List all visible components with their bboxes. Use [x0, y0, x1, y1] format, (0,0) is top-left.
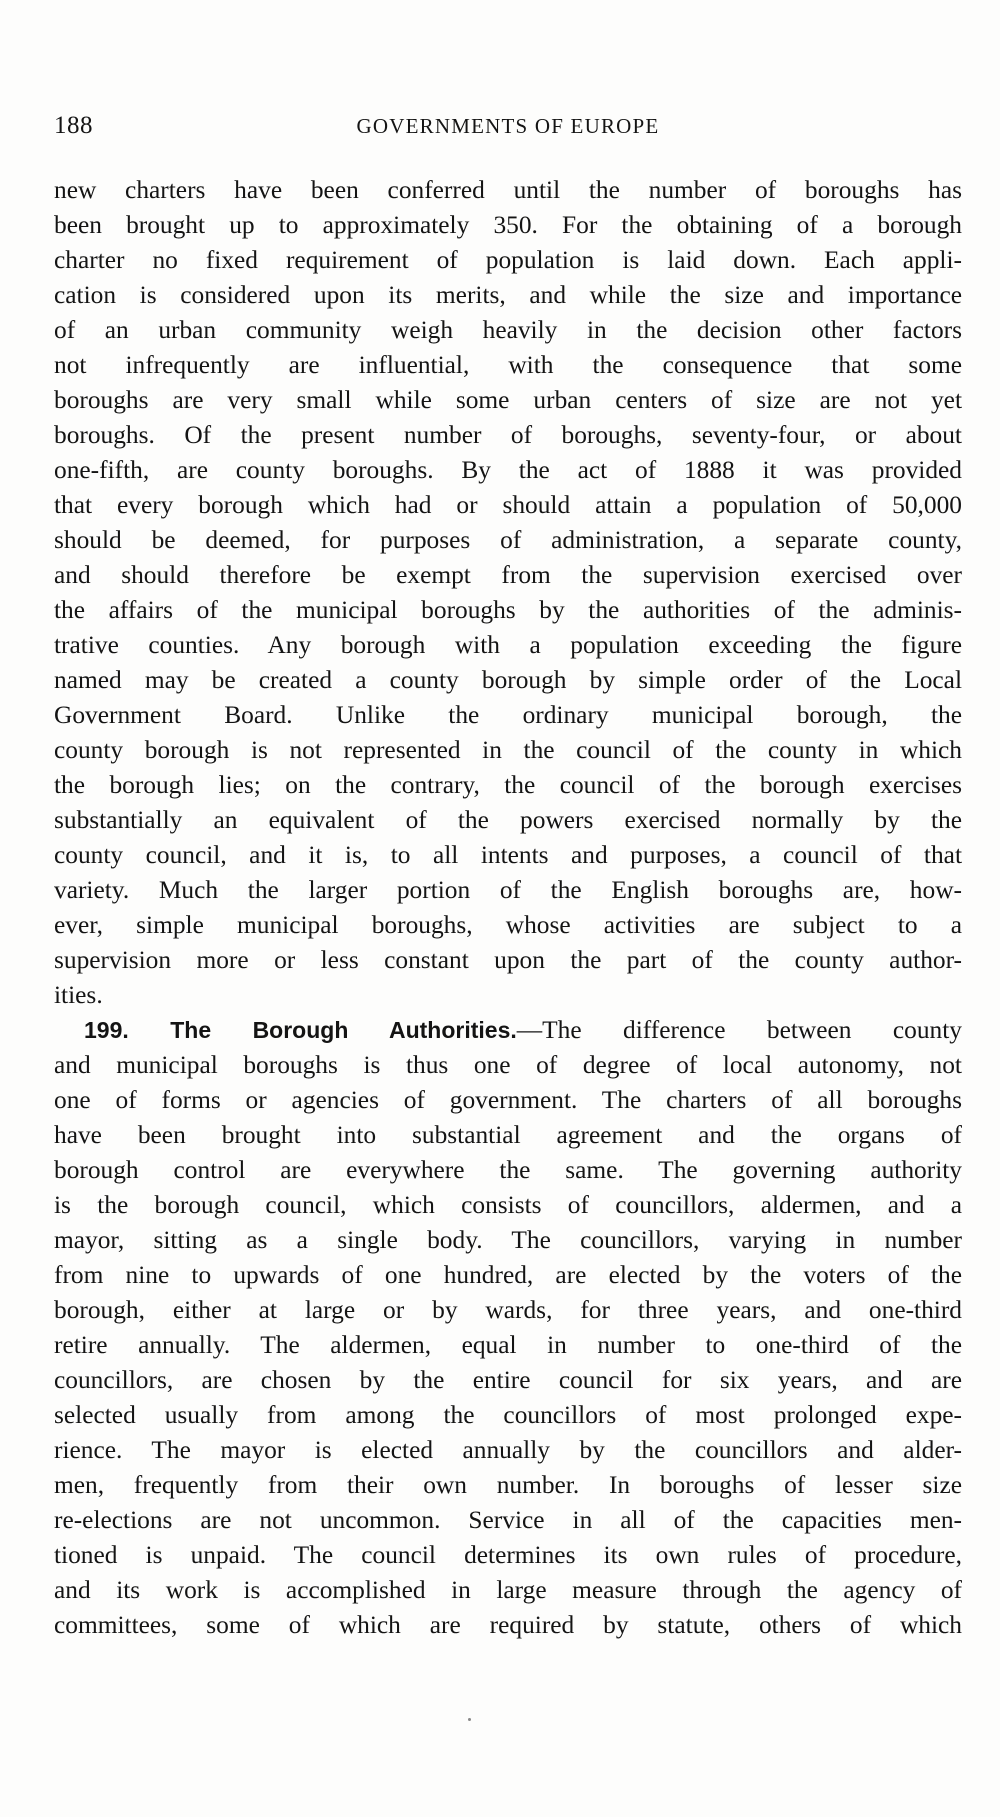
- text-line: county council, and it is, to all intents and purposes, a council of that: [54, 841, 962, 869]
- print-speck: [468, 1718, 471, 1721]
- text-line: substantially an equivalent of the powers exercised normally by the: [54, 806, 962, 834]
- text-line: boroughs. Of the present number of boroughs, seventy-four, or about: [54, 421, 962, 449]
- text-line: retire annually. The aldermen, equal in number to one-third of the: [54, 1331, 962, 1359]
- text-line: boroughs are very small while some urban centers of size are not yet: [54, 386, 962, 414]
- text-line: not infrequently are influential, with the consequence that some: [54, 351, 962, 379]
- text-line: ever, simple municipal boroughs, whose activities are subject to a: [54, 911, 962, 939]
- text-line: charter no fixed requirement of population is laid down. Each appli-: [54, 246, 962, 274]
- text-line: that every borough which had or should attain a population of 50,000: [54, 491, 962, 519]
- text-line: been brought up to approximately 350. For the obtaining of a borough: [54, 211, 962, 239]
- text-line: borough control are everywhere the same. The governing authority: [54, 1156, 962, 1184]
- text-line: borough, either at large or by wards, for three years, and one-third: [54, 1296, 962, 1324]
- text-line: of an urban community weigh heavily in the decision other factors: [54, 316, 962, 344]
- text-line: councillors, are chosen by the entire council for six years, and are: [54, 1366, 962, 1394]
- text-line: have been brought into substantial agreement and the organs of: [54, 1121, 962, 1149]
- text-line: ities.: [54, 981, 103, 1009]
- text-line: variety. Much the larger portion of the English boroughs are, how-: [54, 876, 962, 904]
- text-line: tioned is unpaid. The council determines its own rules of procedure,: [54, 1541, 962, 1569]
- text-line: county borough is not represented in the council of the county in which: [54, 736, 962, 764]
- section-heading-continuation: —The difference between county: [516, 1016, 962, 1044]
- text-line: and municipal boroughs is thus one of degree of local autonomy, not: [54, 1051, 962, 1079]
- text-line: men, frequently from their own number. In boroughs of lesser size: [54, 1471, 962, 1499]
- text-line: supervision more or less constant upon the part of the county author-: [54, 946, 962, 974]
- text-line: should be deemed, for purposes of administration, a separate county,: [54, 526, 962, 554]
- running-title: GOVERNMENTS OF EUROPE: [356, 114, 660, 138]
- text-line: one of forms or agencies of government. The charters of all boroughs: [54, 1086, 962, 1114]
- text-line: is the borough council, which consists of councillors, aldermen, and a: [54, 1191, 962, 1219]
- text-line: one-fifth, are county boroughs. By the act of 1888 it was provided: [54, 456, 962, 484]
- paragraph-borough-authorities: [54, 1013, 962, 1643]
- text-line: the affairs of the municipal boroughs by the authorities of the adminis-: [54, 596, 962, 624]
- paragraph-county-boroughs: [54, 173, 962, 1013]
- section-heading: 199. The Borough Authorities.: [84, 1017, 517, 1043]
- text-line: cation is considered upon its merits, and while the size and importance: [54, 281, 962, 309]
- text-line: named may be created a county borough by simple order of the Local: [54, 666, 962, 694]
- text-line: [54, 1013, 962, 1048]
- text-line: re-elections are not uncommon. Service in all of the capacities men-: [54, 1506, 962, 1534]
- page-number: 188: [54, 112, 93, 139]
- body-text: [54, 173, 962, 1643]
- text-line: committees, some of which are required by statute, others of which: [54, 1611, 962, 1639]
- text-line: selected usually from among the councillors of most prolonged expe-: [54, 1401, 962, 1429]
- text-line: the borough lies; on the contrary, the council of the borough exercises: [54, 771, 962, 799]
- text-line: rience. The mayor is elected annually by the councillors and alder-: [54, 1436, 962, 1464]
- text-line: mayor, sitting as a single body. The councillors, varying in number: [54, 1226, 962, 1254]
- text-line: new charters have been conferred until the number of boroughs has: [54, 176, 962, 204]
- text-line: and its work is accomplished in large measure through the agency of: [54, 1576, 962, 1604]
- text-line: and should therefore be exempt from the supervision exercised over: [54, 561, 962, 589]
- running-head: [54, 112, 962, 142]
- text-line: trative counties. Any borough with a population exceeding the figure: [54, 631, 962, 659]
- text-line: from nine to upwards of one hundred, are elected by the voters of the: [54, 1261, 962, 1289]
- text-line: Government Board. Unlike the ordinary municipal borough, the: [54, 701, 962, 729]
